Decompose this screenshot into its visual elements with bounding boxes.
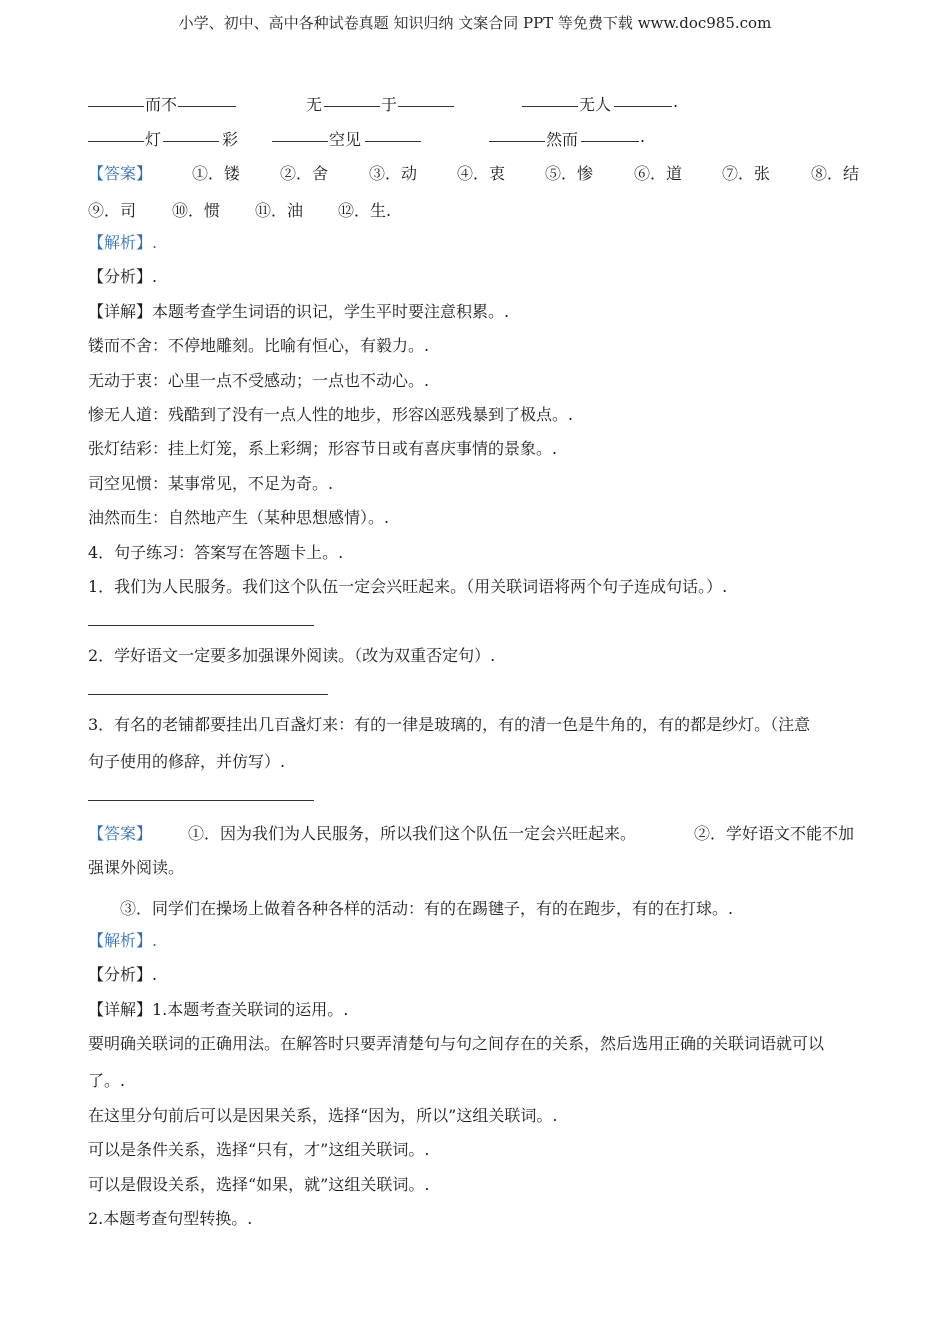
detail-line: 镂而不舍：不停地雕刻。比喻有恒心，有毅力。. bbox=[88, 336, 430, 355]
answer-item: ②．舍 bbox=[280, 164, 329, 183]
answer-item: ⑨．司 bbox=[88, 201, 137, 220]
idiom-row-2 bbox=[88, 127, 788, 147]
answer-blank-line bbox=[88, 693, 328, 695]
detail-line: 司空见惯：某事常见，不足为奇。. bbox=[88, 474, 334, 493]
detail-line: 了。. bbox=[88, 1071, 126, 1090]
detail-line: 2.本题考查句型转换。. bbox=[88, 1209, 253, 1228]
detail-line: 要明确关联词的正确用法。在解答时只要弄清楚句与句之间存在的关系，然后选用正确的关联词语就可以 bbox=[88, 1034, 825, 1053]
idiom-fragment: 彩 bbox=[222, 130, 239, 149]
idiom-blank bbox=[88, 92, 144, 111]
answer-item: ⑤．惨 bbox=[545, 164, 594, 183]
idiom-fragment: 空见 bbox=[329, 130, 362, 149]
answer-item: ③．动 bbox=[369, 164, 418, 183]
idiom-blank bbox=[522, 92, 578, 111]
answer-item: ⑧．结 bbox=[811, 164, 860, 183]
page-header: 小学、初中、高中各种试卷真题 知识归纳 文案合同 PPT 等免费下载 www.doc985.com bbox=[178, 14, 772, 32]
fenxi-label: 【分析】. bbox=[88, 965, 158, 984]
answer-item: ⑥．道 bbox=[634, 164, 683, 183]
question-1: 1．我们为人民服务。我们这个队伍一定会兴旺起来。（用关联词语将两个句子连成句话。）. bbox=[88, 577, 728, 596]
idiom-blank bbox=[272, 127, 328, 146]
answer-item: ⑩．惯 bbox=[172, 201, 221, 220]
detail-line: 【详解】1.本题考查关联词的运用。. bbox=[88, 1000, 349, 1019]
idiom-blank bbox=[581, 127, 639, 146]
question-title: 4．句子练习：答案写在答题卡上。. bbox=[88, 543, 344, 562]
idiom-blank bbox=[614, 92, 672, 111]
fenxi-label: 【分析】. bbox=[88, 267, 158, 286]
answer-label: 【答案】 bbox=[88, 164, 153, 183]
answer-blank-line bbox=[88, 624, 314, 626]
question-2: 2．学好语文一定要多加强课外阅读。（改为双重否定句）. bbox=[88, 646, 496, 665]
answer-item: ⑪．油 bbox=[255, 201, 304, 220]
end-mark: . bbox=[673, 92, 679, 111]
answer-item: ②．学好语文不能不加 bbox=[694, 824, 855, 843]
idiom-fragment: 于 bbox=[381, 95, 398, 114]
idiom-fragment: 而不 bbox=[145, 95, 178, 114]
answer-item: ⑦．张 bbox=[722, 164, 771, 183]
answer-blank-line bbox=[88, 799, 314, 801]
idiom-row-1 bbox=[88, 92, 788, 112]
idiom-fragment: 无 bbox=[306, 95, 323, 114]
detail-line: 可以是假设关系，选择“如果，就”这组关联词。. bbox=[88, 1175, 430, 1194]
idiom-blank bbox=[88, 127, 144, 146]
answer-item: ④．衷 bbox=[457, 164, 506, 183]
idiom-fragment: 灯 bbox=[145, 130, 162, 149]
detail-line: 油然而生：自然地产生（某种思想感情）。. bbox=[88, 508, 390, 527]
idiom-blank bbox=[489, 127, 545, 146]
detail-line: 惨无人道：残酷到了没有一点人性的地步，形容凶恶残暴到了极点。. bbox=[88, 405, 574, 424]
jiexi-label: 【解析】. bbox=[88, 931, 158, 950]
answer-item: ③．同学们在操场上做着各种各样的活动：有的在踢毽子，有的在跑步，有的在打球。. bbox=[120, 899, 734, 918]
detail-line: 【详解】本题考查学生词语的识记，学生平时要注意积累。. bbox=[88, 302, 510, 321]
idiom-fragment: 无人 bbox=[579, 95, 612, 114]
detail-line: 可以是条件关系，选择“只有，才”这组关联词。. bbox=[88, 1140, 430, 1159]
answer-item: ⑫．生. bbox=[338, 201, 392, 220]
detail-line: 张灯结彩：挂上灯笼，系上彩绸；形容节日或有喜庆事情的景象。. bbox=[88, 439, 558, 458]
detail-line: 在这里分句前后可以是因果关系，选择“因为，所以”这组关联词。. bbox=[88, 1106, 558, 1125]
idiom-blank bbox=[398, 92, 454, 111]
answer-label: 【答案】 bbox=[88, 824, 153, 843]
idiom-blank bbox=[324, 92, 380, 111]
idiom-fragment: 然而 bbox=[546, 130, 579, 149]
end-mark: . bbox=[640, 127, 646, 146]
question-3-cont: 句子使用的修辞，并仿写）. bbox=[88, 752, 286, 771]
answer-item-cont: 强课外阅读。 bbox=[88, 858, 185, 877]
idiom-blank bbox=[365, 127, 421, 146]
idiom-blank bbox=[178, 92, 236, 111]
detail-line: 无动于衷：心里一点不受感动；一点也不动心。. bbox=[88, 371, 430, 390]
jiexi-label: 【解析】. bbox=[88, 233, 158, 252]
answer-item: ①．镂 bbox=[192, 164, 241, 183]
answer-item: ①．因为我们为人民服务，所以我们这个队伍一定会兴旺起来。 bbox=[188, 824, 637, 843]
idiom-blank bbox=[163, 127, 219, 146]
question-3: 3．有名的老铺都要挂出几百盏灯来：有的一律是玻璃的，有的清一色是牛角的，有的都是纱灯。（注意 bbox=[88, 715, 811, 734]
